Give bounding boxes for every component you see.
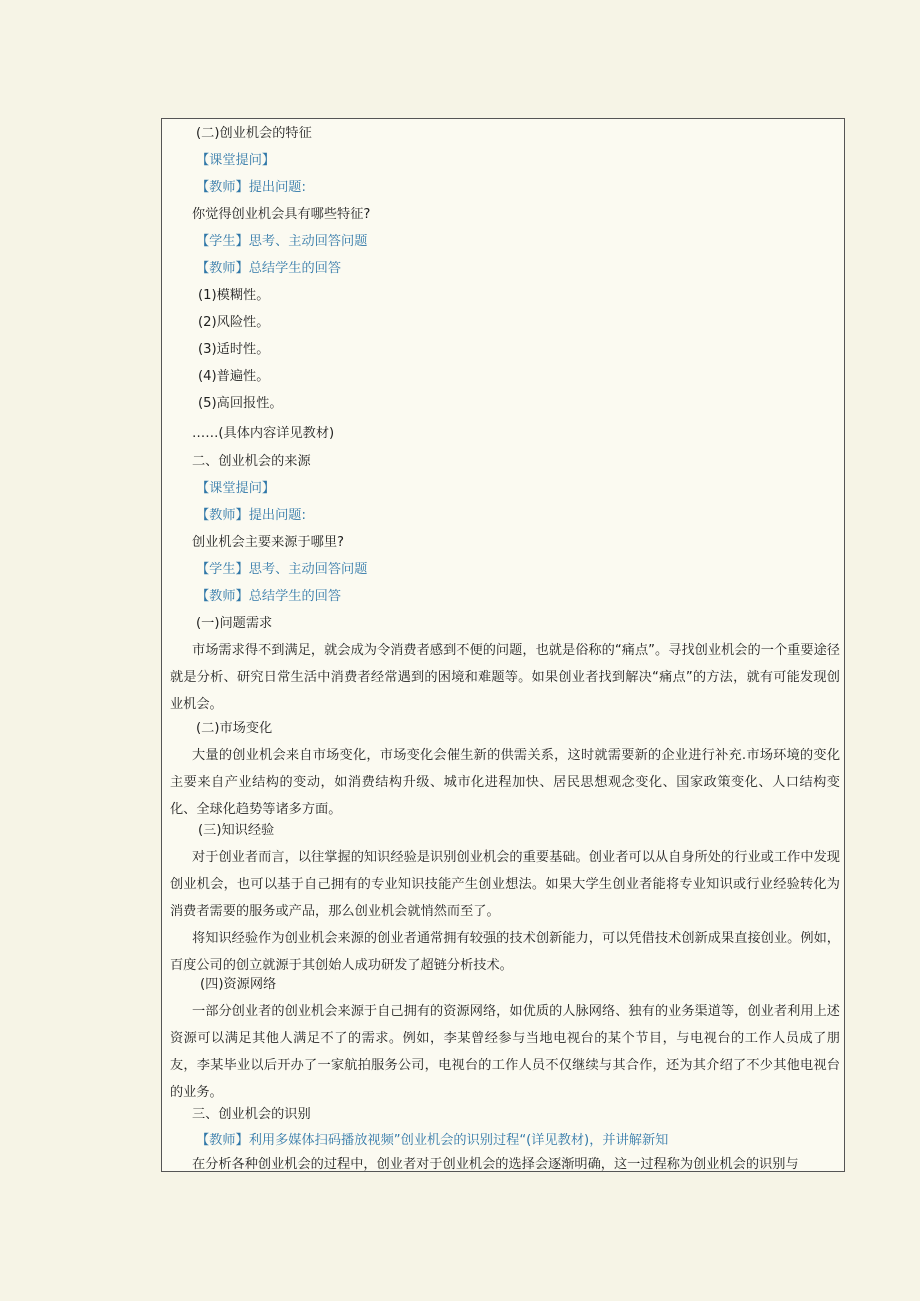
section1-teacher-ask: 【教师】提出问题: (196, 180, 306, 195)
section1-prompt: 【课堂提问】 (196, 153, 276, 168)
section3-teacher-video: 【教师】利用多媒体扫码播放视频”创业机会的识别过程“(详见教材)，并讲解新知 (196, 1133, 669, 1148)
section2-heading: 二、创业机会的来源 (192, 454, 311, 469)
lesson-content (162, 119, 844, 1171)
section1-teacher-summary: 【教师】总结学生的回答 (196, 261, 342, 276)
section1-question: 你觉得创业机会具有哪些特征? (192, 207, 371, 222)
section1-note: ……(具体内容详见教材) (192, 426, 335, 441)
feature-item: (5)高回报性。 (198, 396, 283, 411)
lesson-plan-table-cell (161, 118, 845, 1172)
feature-item: (3)适时性。 (198, 342, 270, 357)
section2-student: 【学生】思考、主动回答问题 (196, 562, 368, 577)
subsection-text-demand: 市场需求得不到满足，就会成为令消费者感到不便的问题，也就是俗称的“痛点”。寻找创业机会的一个重要途径就是分析、研究日常生活中消费者经常遇到的困境和难题等。如果创业者找到解决“痛点”的方法，就有可能发现创业机会。 (170, 643, 840, 712)
section3-heading: 三、创业机会的识别 (192, 1107, 311, 1122)
subsection-text-knowledge-2: 将知识经验作为创业机会来源的创业者通常拥有较强的技术创新能力，可以凭借技术创新成果直接创业。例如，百度公司的创立就源于其创始人成功研发了超链分析技术。 (170, 931, 840, 973)
feature-item: (4)普遍性。 (198, 369, 270, 384)
feature-item: (2)风险性。 (198, 315, 270, 330)
subsection-text-market: 大量的创业机会来自市场变化，市场变化会催生新的供需关系，这时就需要新的企业进行补充.市场环境的变化主要来自产业结构的变动，如消费结构升级、城市化进程加快、居民思想观念变化、国家政策变化、人口结构变化、全球化趋势等诸多方面。 (170, 748, 841, 817)
section1-heading: (二)创业机会的特征 (196, 126, 312, 141)
subsection-title-demand: (一)问题需求 (196, 616, 273, 631)
subsection-title-resources: (四)资源网络 (200, 977, 277, 992)
subsection-text-knowledge-1: 对于创业者而言，以往掌握的知识经验是识别创业机会的重要基础。创业者可以从自身所处的行业或工作中发现创业机会，也可以基于自己拥有的专业知识技能产生创业想法。如果大学生创业者能将专业知识或行业经验转化为消费者需要的服务或产品，那么创业机会就悄然而至了。 (170, 850, 840, 919)
feature-item: (1)模糊性。 (198, 288, 270, 303)
section2-teacher-ask: 【教师】提出问题: (196, 508, 306, 523)
section2-prompt: 【课堂提问】 (196, 481, 276, 496)
subsection-title-knowledge: (三)知识经验 (198, 823, 275, 838)
section1-student: 【学生】思考、主动回答问题 (196, 234, 368, 249)
section3-text: 在分析各种创业机会的过程中，创业者对于创业机会的选择会逐渐明确，这一过程称为创业机会的识别与 (192, 1157, 799, 1172)
section2-teacher-summary: 【教师】总结学生的回答 (196, 589, 342, 604)
subsection-title-market: (二)市场变化 (196, 721, 273, 736)
section2-question: 创业机会主要来源于哪里? (192, 535, 345, 550)
subsection-text-resources: 一部分创业者的创业机会来源于自己拥有的资源网络，如优质的人脉网络、独有的业务渠道等，创业者利用上述资源可以满足其他人满足不了的需求。例如，李某曾经参与当地电视台的某个节目，与电视台的工作人员成了朋友，李某毕业以后开办了一家航拍服务公司，电视台的工作人员不仅继续与其合作，还为其介绍了不少其他电视台的业务。 (170, 1004, 840, 1100)
